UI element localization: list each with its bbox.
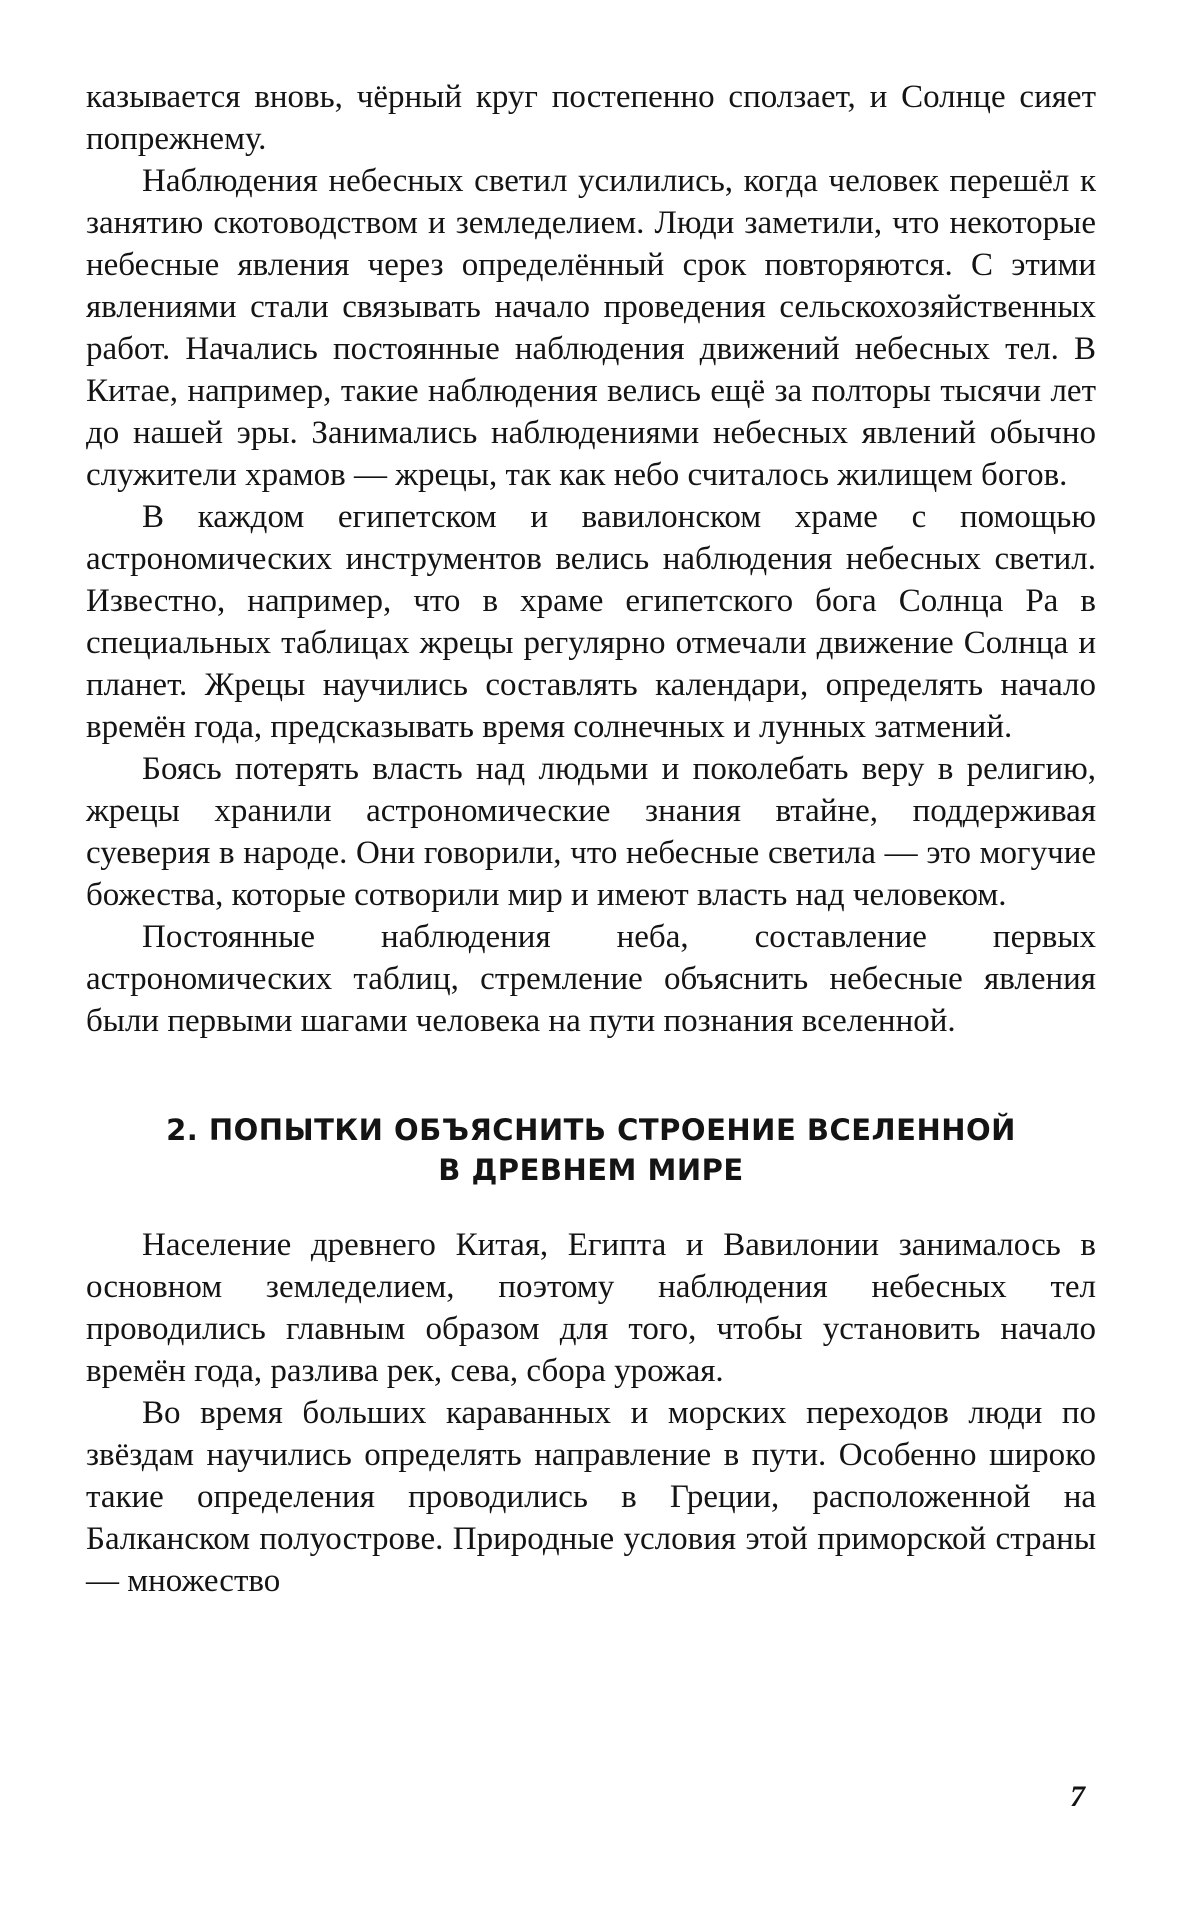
page-number: 7 bbox=[1070, 1780, 1085, 1813]
paragraph: Наблюдения небесных светил усилились, когда человек перешёл к занятию скотоводством и земледелием. Люди заметили, что некоторые небесные явления через определённый срок повторяются. С этими явлениями стали связывать начало проведения сельскохозяйственных работ. Начались постоянные наблюдения движений небесных тел. В Китае, например, такие наблюдения велись ещё за полторы тысячи лет до нашей эры. Занимались наблюдениями небесных явлений обычно служители храмов — жрецы, так как небо считалось жилищем богов. bbox=[86, 163, 1096, 493]
paragraph: Во время больших караванных и морских переходов люди по звёздам научились определять направление в пути. Особенно широко такие определения проводились в Греции, расположенной на Балканском полуострове. Природные условия этой приморской страны — множество bbox=[86, 1395, 1096, 1599]
section-heading bbox=[86, 1110, 1096, 1190]
section-heading-line: В ДРЕВНЕМ МИРЕ bbox=[438, 1153, 744, 1187]
paragraph: Постоянные наблюдения неба, составление первых астрономических таблиц, стремление объяснить небесные явления были первыми шагами человека на пути познания вселенной. bbox=[86, 919, 1096, 1039]
paragraph: Население древнего Китая, Египта и Вавилонии занималось в основном земледелием, поэтому наблюдения небесных тел проводились главным образом для того, чтобы установить начало времён года, разлива рек, сева, сбора урожая. bbox=[86, 1227, 1096, 1389]
paragraph: Боясь потерять власть над людьми и поколебать веру в религию, жрецы хранили астрономические знания втайне, поддерживая суеверия в народе. Они говорили, что небесные светила — это могучие божества, которые сотворили мир и имеют власть над человеком. bbox=[86, 751, 1096, 913]
paragraph: казывается вновь, чёрный круг постепенно сползает, и Солнце сияет попрежнему. bbox=[86, 79, 1096, 157]
section-heading-line: 2. ПОПЫТКИ ОБЪЯСНИТЬ СТРОЕНИЕ ВСЕЛЕННОЙ bbox=[166, 1113, 1016, 1147]
paragraph: В каждом египетском и вавилонском храме с помощью астрономических инструментов велись наблюдения небесных светил. Известно, например, что в храме египетского бога Солнца Ра в специальных таблицах жрецы регулярно отмечали движение Солнца и планет. Жрецы научились составлять календари, определять начало времён года, предсказывать время солнечных и лунных затмений. bbox=[86, 499, 1096, 745]
page-body bbox=[86, 76, 1096, 1602]
